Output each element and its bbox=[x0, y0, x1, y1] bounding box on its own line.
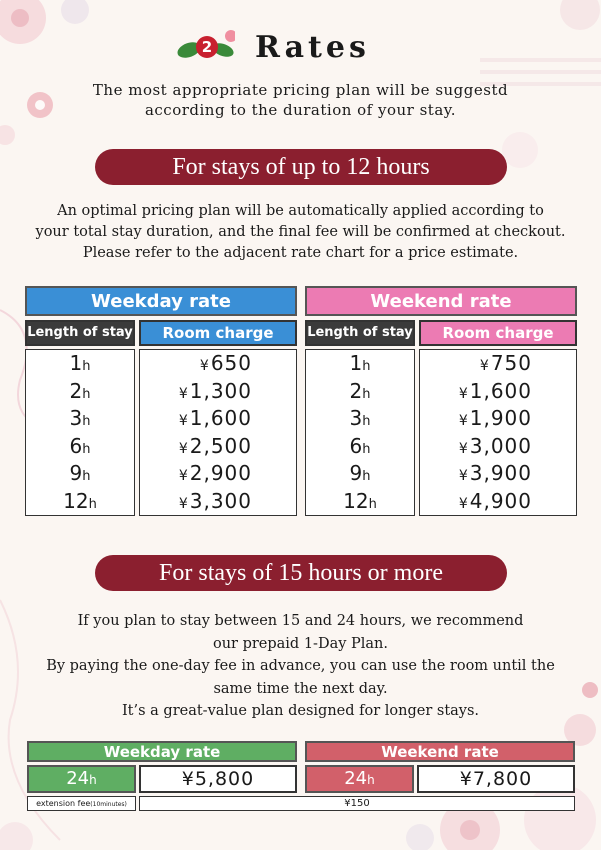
hours-cell: 12h bbox=[63, 488, 97, 513]
description-line: It’s a great-value plan designed for longer stays. bbox=[121, 703, 480, 719]
price-cell: ¥750 bbox=[479, 351, 532, 375]
weekday-rate-header: Weekday rate bbox=[25, 286, 297, 316]
length-of-stay-header: Length of stay bbox=[305, 320, 415, 346]
intro-text bbox=[0, 80, 601, 120]
weekend-rate-header: Weekend rate bbox=[305, 741, 575, 762]
intro-line: according to the duration of your stay. bbox=[144, 101, 457, 119]
room-charge-header: Room charge bbox=[139, 320, 297, 346]
banner-15-hours-or-more: For stays of 15 hours or more bbox=[95, 555, 507, 591]
price-cell: ¥2,900 bbox=[178, 461, 252, 485]
weekday-price-cell: ¥5,800 bbox=[139, 765, 297, 793]
price-cell: ¥1,600 bbox=[178, 406, 252, 430]
price-cell: ¥1,900 bbox=[458, 406, 532, 430]
price-cell: ¥2,500 bbox=[178, 433, 252, 458]
hours-cell: 1h bbox=[349, 351, 371, 375]
section2-description bbox=[0, 610, 601, 723]
description-line: An optimal pricing plan will be automatically applied according to bbox=[57, 203, 544, 219]
price-cell: ¥1,600 bbox=[458, 378, 532, 403]
hours-cell: 2h bbox=[69, 378, 91, 403]
hours-cell: 1h bbox=[69, 351, 91, 375]
page-title: Rates bbox=[255, 30, 370, 65]
price-cell: ¥650 bbox=[199, 351, 252, 375]
weekday-price-column bbox=[139, 349, 297, 516]
intro-line: The most appropriate pricing plan will be suggestd bbox=[92, 81, 509, 99]
weekend-rate-header: Weekend rate bbox=[305, 286, 577, 316]
description-line: By paying the one-day fee in advance, you can use the room until the bbox=[46, 658, 555, 674]
hours-cell: 2h bbox=[349, 378, 371, 403]
price-cell: ¥3,900 bbox=[458, 461, 532, 485]
section-number-badge: 2 bbox=[196, 36, 218, 58]
weekday-hours-column bbox=[25, 349, 135, 516]
description-line: If you plan to stay between 15 and 24 hours, we recommend bbox=[77, 613, 524, 629]
weekday-rate-header: Weekday rate bbox=[27, 741, 297, 762]
weekend-hours-column bbox=[305, 349, 415, 516]
weekend-hours-cell: 24h bbox=[305, 765, 414, 793]
section1-description bbox=[0, 201, 601, 264]
description-line: Please refer to the adjacent rate chart for a price estimate. bbox=[82, 245, 519, 261]
hours-cell: 6h bbox=[349, 433, 371, 458]
weekday-hours-cell: 24h bbox=[27, 765, 136, 793]
extension-fee-label: extension fee(10minutes) bbox=[27, 796, 136, 811]
price-cell: ¥4,900 bbox=[458, 488, 532, 513]
hours-cell: 3h bbox=[69, 406, 91, 430]
extension-fee-price: ¥150 bbox=[139, 796, 575, 811]
price-cell: ¥1,300 bbox=[178, 378, 252, 403]
room-charge-header: Room charge bbox=[419, 320, 577, 346]
weekend-price-cell: ¥7,800 bbox=[417, 765, 575, 793]
hours-cell: 6h bbox=[69, 433, 91, 458]
weekend-price-column bbox=[419, 349, 577, 516]
length-of-stay-header: Length of stay bbox=[25, 320, 135, 346]
hours-cell: 9h bbox=[69, 461, 91, 485]
description-line: your total stay duration, and the final fee will be confirmed at checkout. bbox=[35, 224, 566, 240]
banner-up-to-12-hours: For stays of up to 12 hours bbox=[95, 149, 507, 185]
price-cell: ¥3,300 bbox=[178, 488, 252, 513]
hours-cell: 9h bbox=[349, 461, 371, 485]
price-cell: ¥3,000 bbox=[458, 433, 532, 458]
hours-cell: 3h bbox=[349, 406, 371, 430]
description-line: same time the next day. bbox=[213, 680, 388, 697]
description-line: our prepaid 1-Day Plan. bbox=[212, 635, 389, 652]
hours-cell: 12h bbox=[343, 488, 377, 513]
